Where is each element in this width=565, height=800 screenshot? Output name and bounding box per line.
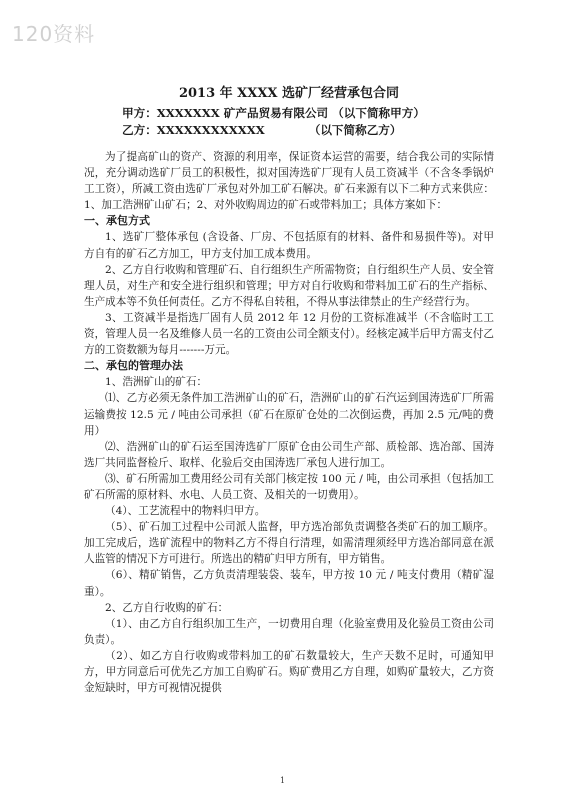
section-2-1-item-4: （4）、工艺流程中的物料归甲方。 <box>105 505 266 518</box>
section-2-subheading-2: 2、乙方自行收购的矿石： <box>105 601 229 614</box>
section-2-1-item-1: ⑴、乙方必须无条件加工浩洲矿山的矿石，浩洲矿山的矿石汽运到国涛选矿厂所需运输费按 12.5 元 / 吨由公司承担（矿石在原矿仓处的二次倒运费，再加 2.5 元/吨的费用） <box>84 392 494 437</box>
section-2-1-item-5: （5）、矿石加工过程中公司派人监督，甲方选冶部负责调整各类矿石的加工顺序。加工完成后，选矿流程中的物料乙方不得自行清理，如需清理须经甲方选冶部同意在派人监管的情况下方可进行。所选出的精矿归甲方所有，甲方销售。 <box>84 521 494 566</box>
intro-paragraph: 为了提高矿山的资产、资源的利用率，保证资本运营的需要，结合我公司的实际情况，充分调动选矿厂员工的积极性，拟对国涛选矿厂现有人员工资减半（不含冬季锅炉工工资），所减工资由选矿厂承包对外加工矿石解决。矿石来源有以下二种方式来供应：1、加工浩洲矿山矿石；2、对外收购周边的矿石或带料加工；具体方案如下： <box>84 151 494 212</box>
page-number: 1 <box>279 776 286 785</box>
document-page <box>84 84 494 696</box>
section-2-1-item-6: （6）、精矿销售，乙方负责清理装袋、装车，甲方按 10 元 / 吨支付费用（精矿湿重）。 <box>84 569 494 598</box>
party-b-note: （以下简称乙方） <box>308 123 402 137</box>
party-b-line <box>84 122 494 139</box>
watermark-text: 120资料 <box>12 22 96 46</box>
document-title: 2013 年 XXXX 选矿厂经营承包合同 <box>178 86 400 101</box>
section-2-1-item-2: ⑵、浩洲矿山的矿石运至国涛选矿厂原矿仓由公司生产部、质检部、选冶部、国涛选厂共同监督检斤、取样、化验后交由国涛选厂承包人进行加工。 <box>84 440 494 469</box>
section-2-1-item-3: ⑶、矿石所需加工费用经公司有关部门核定按 100 元 / 吨，由公司承担（包括加工矿石所需的原材料、水电、人员工资、及相关的一切费用）。 <box>84 472 494 501</box>
section-2-heading: 二、承包的管理办法 <box>84 359 183 373</box>
section-2-subheading-1: 1、浩洲矿山的矿石： <box>105 376 208 389</box>
section-1-heading: 一、承包方式 <box>84 214 150 228</box>
section-1-item-3: 3、工资减半是指选厂固有人员 2012 年 12 月份的工资标准减半（不含临时工工资，管理人员一名及维修人员一名的工资由公司全额支付）。经核定减半后甲方需支付乙方的工资数额为每月-------万元。 <box>84 311 494 357</box>
section-1-item-1: 1、选矿厂整体承包 (含设备、厂房、不包括原有的材料、备件和易损件等)。对甲方自有的矿石乙方加工，甲方支付加工成本费用。 <box>84 231 494 260</box>
party-b-name: 乙方：XXXXXXXXXXXX <box>122 123 265 137</box>
section-2-2-item-1: （1）、由乙方自行组织加工生产，一切费用自理（化验室费用及化验员工资由公司负责）。 <box>84 617 494 646</box>
section-2-2-item-2: （2）、如乙方自行收购或带料加工的矿石数量较大，生产天数不足时，可通知甲方，甲方同意后可优先乙方加工自购矿石。购矿费用乙方自理，如购矿量较大，乙方资金短缺时，甲方可视情况提供 <box>84 649 494 695</box>
section-1-item-2: 2、乙方自行收购和管理矿石、自行组织生产所需物资；自行组织生产人员、安全管理人员，对生产和安全进行组织和管理；甲方对自行收购和带料加工矿石的生产指标、生产成本等不负任何责任。乙方不得私自转租，不得从事法律禁止的生产经营行为。 <box>84 263 494 308</box>
party-a-line: 甲方：XXXXXXX 矿产品贸易有限公司 （以下简称甲方） <box>122 106 425 120</box>
